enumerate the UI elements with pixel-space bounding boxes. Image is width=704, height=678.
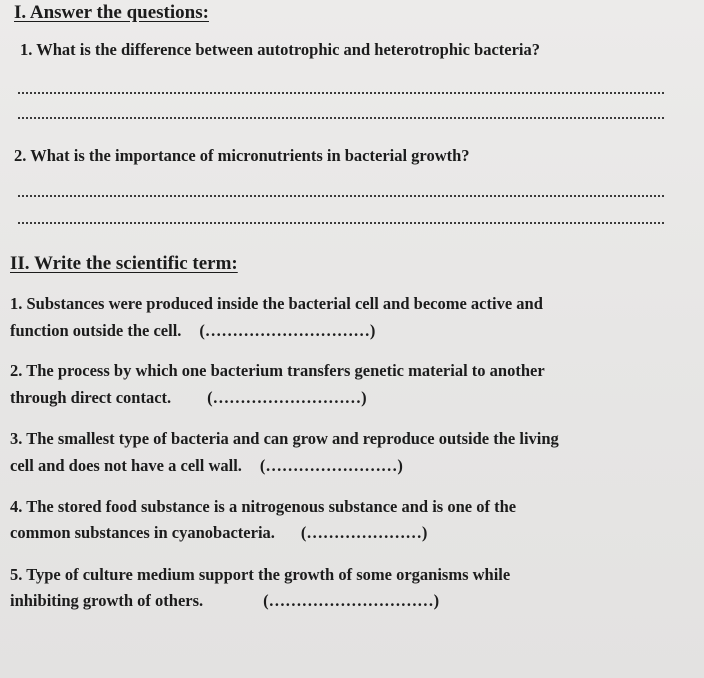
term-4-text: common substances in cyanobacteria. xyxy=(10,523,275,542)
term-3-line-1: 3. The smallest type of bacteria and can grow and reproduce outside the living xyxy=(10,429,559,448)
question-2: 2. What is the importance of micronutrients in bacterial growth? xyxy=(14,146,470,165)
term-1-line-2 xyxy=(10,321,375,341)
term-1-blank: (…………………………) xyxy=(199,321,376,340)
term-2-text: through direct contact. xyxy=(10,388,172,407)
term-1-text: function outside the cell. xyxy=(10,321,182,340)
term-4-line-1: 4. The stored food substance is a nitrogenous substance and is one of the xyxy=(10,497,517,516)
question-1: 1. What is the difference between autotrophic and heterotrophic bacteria? xyxy=(20,40,541,59)
term-4-line-2 xyxy=(10,523,427,543)
answer-line-1b xyxy=(18,117,664,119)
term-2-line-2 xyxy=(10,388,367,408)
term-1-line-1: 1. Substances were produced inside the bacterial cell and become active and xyxy=(10,294,543,313)
section-2-title: II. Write the scientific term: xyxy=(10,253,238,274)
answer-line-1a xyxy=(18,92,664,94)
term-2-blank: (………………………) xyxy=(207,388,367,407)
term-2-line-1: 2. The process by which one bacterium transfers genetic material to another xyxy=(10,361,545,380)
term-3-blank: (……………………) xyxy=(259,456,403,475)
term-5-line-1: 5. Type of culture medium support the growth of some organisms while xyxy=(10,565,511,584)
answer-line-2b xyxy=(18,222,664,224)
term-5-text: inhibiting growth of others. xyxy=(10,591,204,610)
term-3-line-2 xyxy=(10,456,403,476)
term-3-text: cell and does not have a cell wall. xyxy=(10,456,242,475)
term-4-blank: (…………………) xyxy=(300,523,428,542)
answer-line-2a xyxy=(18,195,664,197)
term-5-blank: (…………………………) xyxy=(263,591,440,610)
section-1-title: I. Answer the questions: xyxy=(14,2,209,23)
term-5-line-2 xyxy=(10,591,439,611)
